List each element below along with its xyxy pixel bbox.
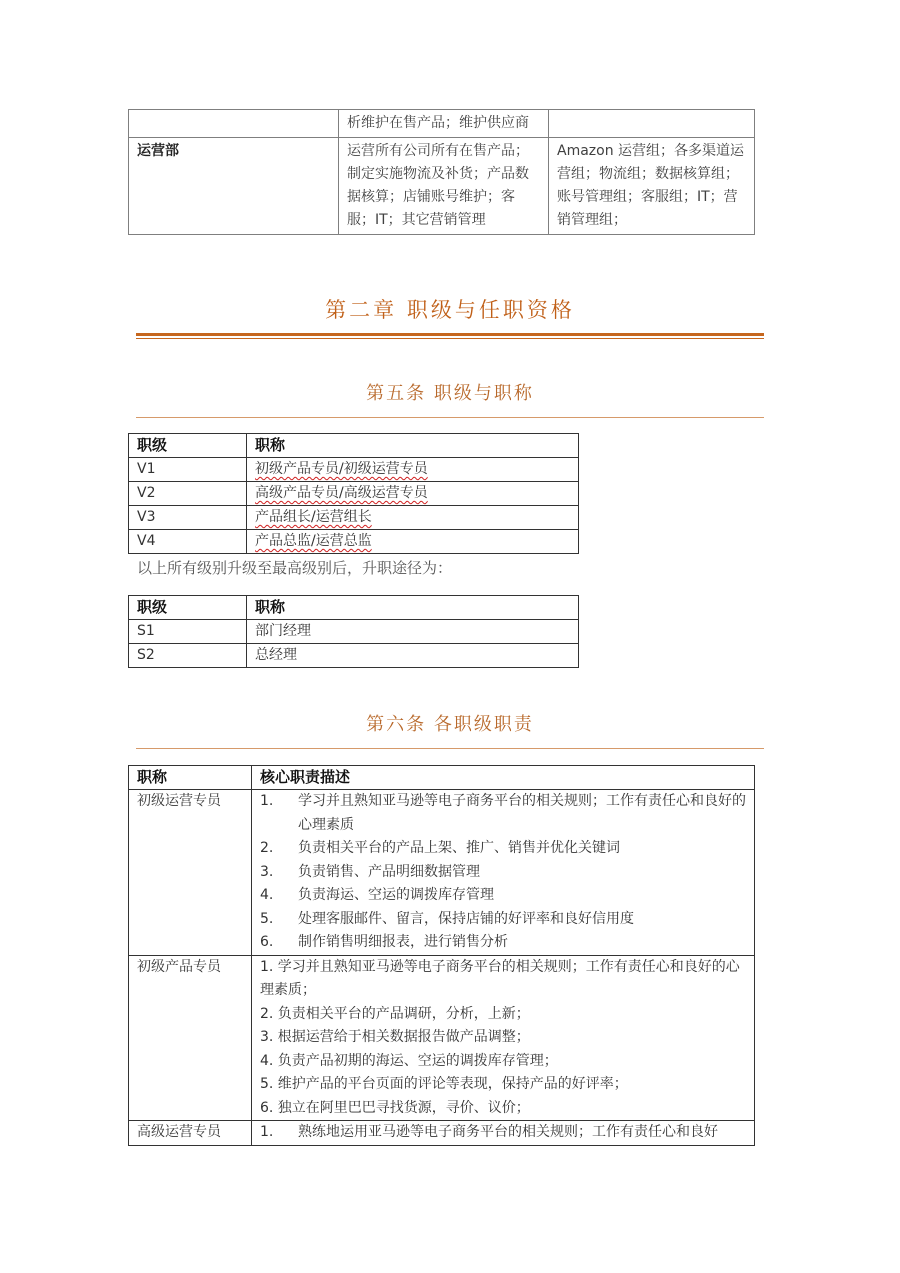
table-row [129, 644, 579, 668]
list-item: 4. 负责产品初期的海运、空运的调拨库存管理； [260, 1052, 558, 1069]
item-text: 处理客服邮件、留言，保持店铺的好评率和良好信用度 [298, 910, 634, 927]
item-text: 熟练地运用亚马逊等电子商务平台的相关规则；工作有责任心和良好 [298, 1124, 718, 1140]
table-row [129, 110, 755, 138]
item-number: 6. [260, 934, 274, 950]
title-cell: 初级产品专员 [129, 955, 252, 1121]
item-number: 1. [260, 793, 274, 809]
item-number: 3. [260, 863, 274, 880]
title-text: 高级产品专员/高级运营专员 [255, 485, 428, 501]
table-row [129, 790, 755, 956]
duty-cell: 析维护在售产品；维护供应商 [339, 110, 549, 138]
title-text: 初级产品专员/初级运营专员 [255, 461, 428, 477]
chapter-rule-thin [136, 338, 764, 339]
list-item: 5. 维护产品的平台页面的评论等表现，保持产品的好评率； [260, 1076, 628, 1092]
title-header: 职称 [129, 766, 252, 790]
level-cell: V3 [129, 506, 247, 530]
list-item: 3. 根据运营给于相关数据报告做产品调整； [260, 1029, 530, 1045]
desc-cell [252, 790, 755, 956]
duty-table [128, 765, 755, 1146]
list-item [260, 908, 746, 932]
table-row [129, 620, 579, 644]
dept-cell [129, 110, 339, 138]
list-item: 1. 学习并且熟知亚马逊等电子商务平台的相关规则；工作有责任心和良好的心理素质； [260, 958, 740, 998]
level-table [128, 433, 579, 554]
level-cell: V4 [129, 530, 247, 554]
section6-title: 第六条 各职级职责 [366, 714, 534, 735]
item-number: 2. [260, 840, 274, 856]
item-number: 1. [260, 1124, 274, 1140]
list-item [260, 790, 746, 837]
dept-cell: 运营部 [129, 138, 339, 235]
table-header-row [129, 766, 755, 790]
duty-list [260, 956, 746, 1121]
list-item [260, 931, 746, 955]
desc-cell [252, 955, 755, 1121]
promotion-table [128, 595, 579, 668]
item-number: 5. [260, 910, 274, 927]
level-cell: S2 [129, 644, 247, 668]
item-text: 负责相关平台的产品上架、推广、销售并优化关键词 [298, 840, 620, 856]
title-text: 产品组长/运营组长 [255, 509, 372, 525]
title-cell [247, 458, 579, 482]
table-row [129, 458, 579, 482]
table-header-row [129, 434, 579, 458]
title-text: 产品总监/运营总监 [255, 533, 372, 549]
item-number: 4. [260, 887, 274, 903]
desc-header: 核心职责描述 [252, 766, 755, 790]
table-row [129, 482, 579, 506]
title-cell: 高级运营专员 [129, 1121, 252, 1146]
table-header-row [129, 596, 579, 620]
item-text: 负责海运、空运的调拨库存管理 [298, 887, 494, 903]
table-row [129, 138, 755, 235]
duty-list [260, 790, 746, 955]
list-item [260, 1121, 746, 1145]
chapter-rule [136, 333, 764, 336]
list-item [260, 861, 746, 885]
level-cell: S1 [129, 620, 247, 644]
duty-cell: 运营所有公司所有在售产品；制定实施物流及补货；产品数据核算；店铺账号维护；客服；IT；其它营销管理 [339, 138, 549, 235]
list-item [260, 837, 746, 861]
level-header: 职级 [129, 434, 247, 458]
duty-list [260, 1121, 746, 1145]
table-row [129, 506, 579, 530]
table-row [129, 1121, 755, 1146]
groups-cell: Amazon 运营组；各多渠道运营组；物流组；数据核算组；账号管理组；客服组；IT；营销管理组； [549, 138, 755, 235]
table-row [129, 955, 755, 1121]
section5-title: 第五条 职级与职称 [366, 383, 534, 404]
title-cell: 初级运营专员 [129, 790, 252, 956]
list-item [260, 884, 746, 908]
department-table [128, 109, 755, 235]
table-row [129, 530, 579, 554]
list-item: 2. 负责相关平台的产品调研，分析，上新； [260, 1005, 530, 1022]
section5-rule [136, 417, 764, 418]
list-item: 6. 独立在阿里巴巴寻找货源，寻价、议价； [260, 1099, 530, 1116]
level-header: 职级 [129, 596, 247, 620]
title-cell [247, 482, 579, 506]
chapter-title: 第二章 职级与任职资格 [325, 298, 575, 322]
item-text: 负责销售、产品明细数据管理 [298, 863, 480, 880]
level-cell: V2 [129, 482, 247, 506]
promotion-path-note: 以上所有级别升级至最高级别后，升职途径为： [137, 559, 453, 577]
title-cell: 总经理 [247, 644, 579, 668]
title-header: 职称 [247, 434, 579, 458]
title-cell [247, 530, 579, 554]
desc-cell [252, 1121, 755, 1146]
title-cell: 部门经理 [247, 620, 579, 644]
title-header: 职称 [247, 596, 579, 620]
level-cell: V1 [129, 458, 247, 482]
section6-rule [136, 748, 764, 749]
groups-cell [549, 110, 755, 138]
item-text: 制作销售明细报表，进行销售分析 [298, 934, 508, 950]
item-text: 学习并且熟知亚马逊等电子商务平台的相关规则；工作有责任心和良好的心理素质 [298, 793, 746, 833]
title-cell [247, 506, 579, 530]
